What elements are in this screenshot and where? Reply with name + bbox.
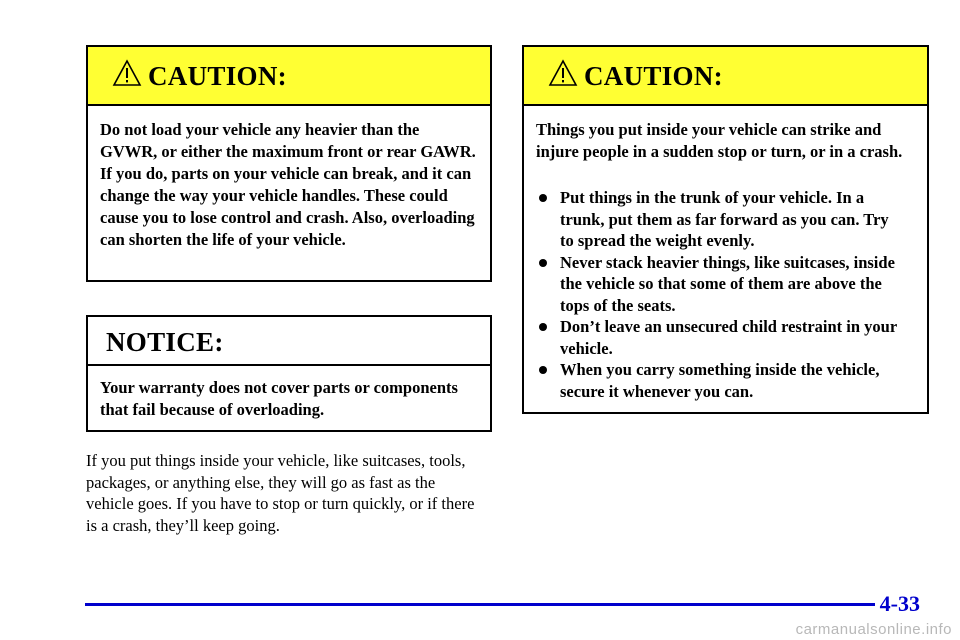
warning-triangle-icon [548,59,578,87]
caution-box-right [522,45,929,414]
caution-header-right [524,47,927,106]
bullet-icon [539,323,547,331]
caution-title-left: CAUTION: [148,61,287,91]
caution-bullet-list [536,187,906,402]
caution-title-right: CAUTION: [584,61,723,91]
notice-header [88,317,490,366]
caution-header-left [88,47,490,106]
notice-title: NOTICE: [106,327,224,357]
caution-intro-right: Things you put inside your vehicle can strike and injure people in a sudden stop or turn, or in a crash. [536,120,903,161]
notice-box [86,315,492,432]
list-item: Don’t leave an unsecured child restraint in your vehicle. [536,316,906,359]
page-number: 4-33 [879,591,920,616]
body-paragraph: If you put things inside your vehicle, like suitcases, tools, packages, or anything else, they will go as fast as the vehicle goes. If you have to stop or turn quickly, or if there is a crash, they’ll keep going. [86,451,475,535]
bullet-icon [539,366,547,374]
list-item: When you carry something inside the vehicle, secure it whenever you can. [536,359,906,402]
bullet-icon [539,194,547,202]
list-item: Never stack heavier things, like suitcases, inside the vehicle so that some of them are above the tops of the seats. [536,252,906,317]
watermark: carmanualsonline.info [795,621,952,638]
notice-text: Your warranty does not cover parts or components that fail because of overloading. [100,378,458,419]
caution-box-left [86,45,492,282]
list-item: Put things in the trunk of your vehicle. In a trunk, put them as far forward as you can. Try to spread the weight evenly. [536,187,906,252]
bullet-icon [539,259,547,267]
footer-rule [85,603,875,606]
caution-text-left: Do not load your vehicle any heavier than the GVWR, or either the maximum front or rear GAWR. If you do, parts on your vehicle can break, and it can change the way your vehicle handles. These could cause you to lose control and crash. Also, overloading can shorten the life of your vehicle. [100,120,476,249]
warning-triangle-icon [112,59,142,87]
